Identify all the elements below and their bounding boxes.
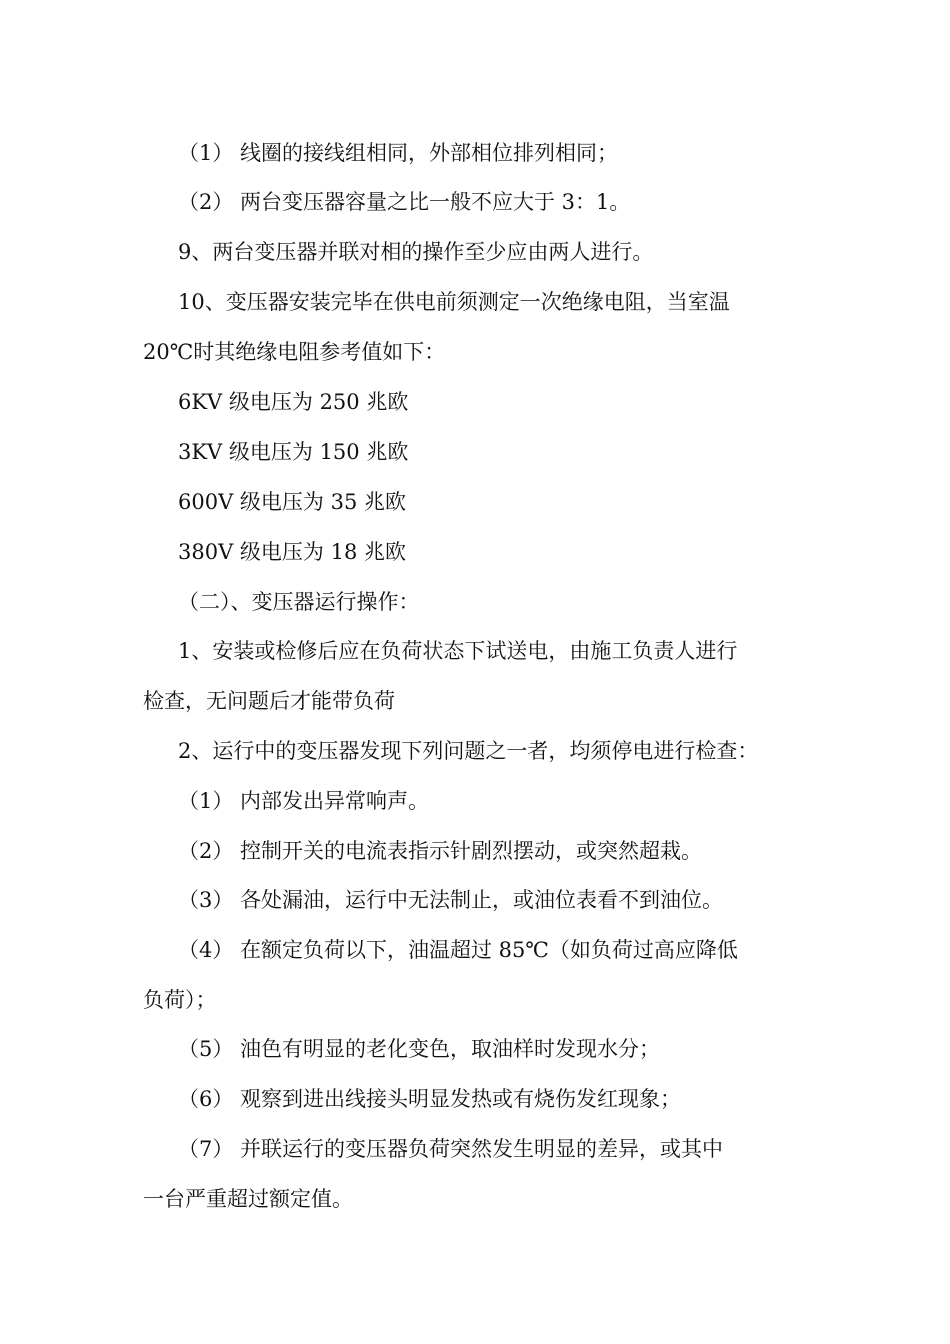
paragraph-line: 380V 级电压为 18 兆欧 — [178, 540, 406, 564]
paragraph-line: 检查，无问题后才能带负荷 — [143, 689, 395, 713]
paragraph-line: 10、变压器安装完毕在供电前须测定一次绝缘电阻，当室温 — [178, 290, 730, 314]
list-item — [178, 786, 858, 816]
item-text: 各处漏油，运行中无法制止，或油位表看不到油位。 — [240, 888, 723, 912]
paragraph-line: 一台严重超过额定值。 — [143, 1187, 353, 1211]
item-marker: （1） — [178, 141, 234, 165]
item-marker: （2） — [178, 839, 234, 863]
paragraph-line: 20℃时其绝缘电阻参考值如下： — [143, 340, 446, 364]
paragraph-line: 3KV 级电压为 150 兆欧 — [178, 440, 409, 464]
item-text: 内部发出异常响声。 — [240, 789, 429, 813]
paragraph-line: 负荷）； — [143, 988, 217, 1012]
item-marker: （1） — [178, 789, 234, 813]
item-marker: （2） — [178, 190, 234, 214]
list-item — [178, 1084, 858, 1114]
item-marker: （6） — [178, 1087, 234, 1111]
list-item — [178, 836, 858, 866]
paragraph-line: 600V 级电压为 35 兆欧 — [178, 490, 406, 514]
list-item — [178, 935, 858, 965]
section-heading: （二）、变压器运行操作： — [178, 590, 420, 614]
item-marker: （3） — [178, 888, 234, 912]
paragraph-line: 9、两台变压器并联对相的操作至少应由两人进行。 — [178, 240, 654, 264]
item-text: 线圈的接线组相同，外部相位排列相同； — [240, 141, 618, 165]
item-text: 在额定负荷以下，油温超过 85℃（如负荷过高应降低 — [240, 938, 738, 962]
list-item — [178, 885, 858, 915]
list-item — [178, 187, 858, 217]
list-item — [178, 1034, 858, 1064]
item-marker: （4） — [178, 938, 234, 962]
item-text: 两台变压器容量之比一般不应大于 3：1。 — [240, 190, 631, 214]
item-marker: （7） — [178, 1137, 234, 1161]
paragraph-line: 2、运行中的变压器发现下列问题之一者，均须停电进行检查： — [178, 739, 759, 763]
item-text: 油色有明显的老化变色，取油样时发现水分； — [240, 1037, 660, 1061]
list-item — [178, 138, 858, 168]
list-item — [178, 1134, 858, 1164]
item-text: 观察到进出线接头明显发热或有烧伤发红现象； — [240, 1087, 681, 1111]
paragraph-line: 6KV 级电压为 250 兆欧 — [178, 390, 409, 414]
paragraph-line: 1、安装或检修后应在负荷状态下试送电，由施工负责人进行 — [178, 639, 738, 663]
item-text: 并联运行的变压器负荷突然发生明显的差异，或其中 — [240, 1137, 723, 1161]
item-marker: （5） — [178, 1037, 234, 1061]
item-text: 控制开关的电流表指示针剧烈摆动，或突然超栽。 — [240, 839, 702, 863]
